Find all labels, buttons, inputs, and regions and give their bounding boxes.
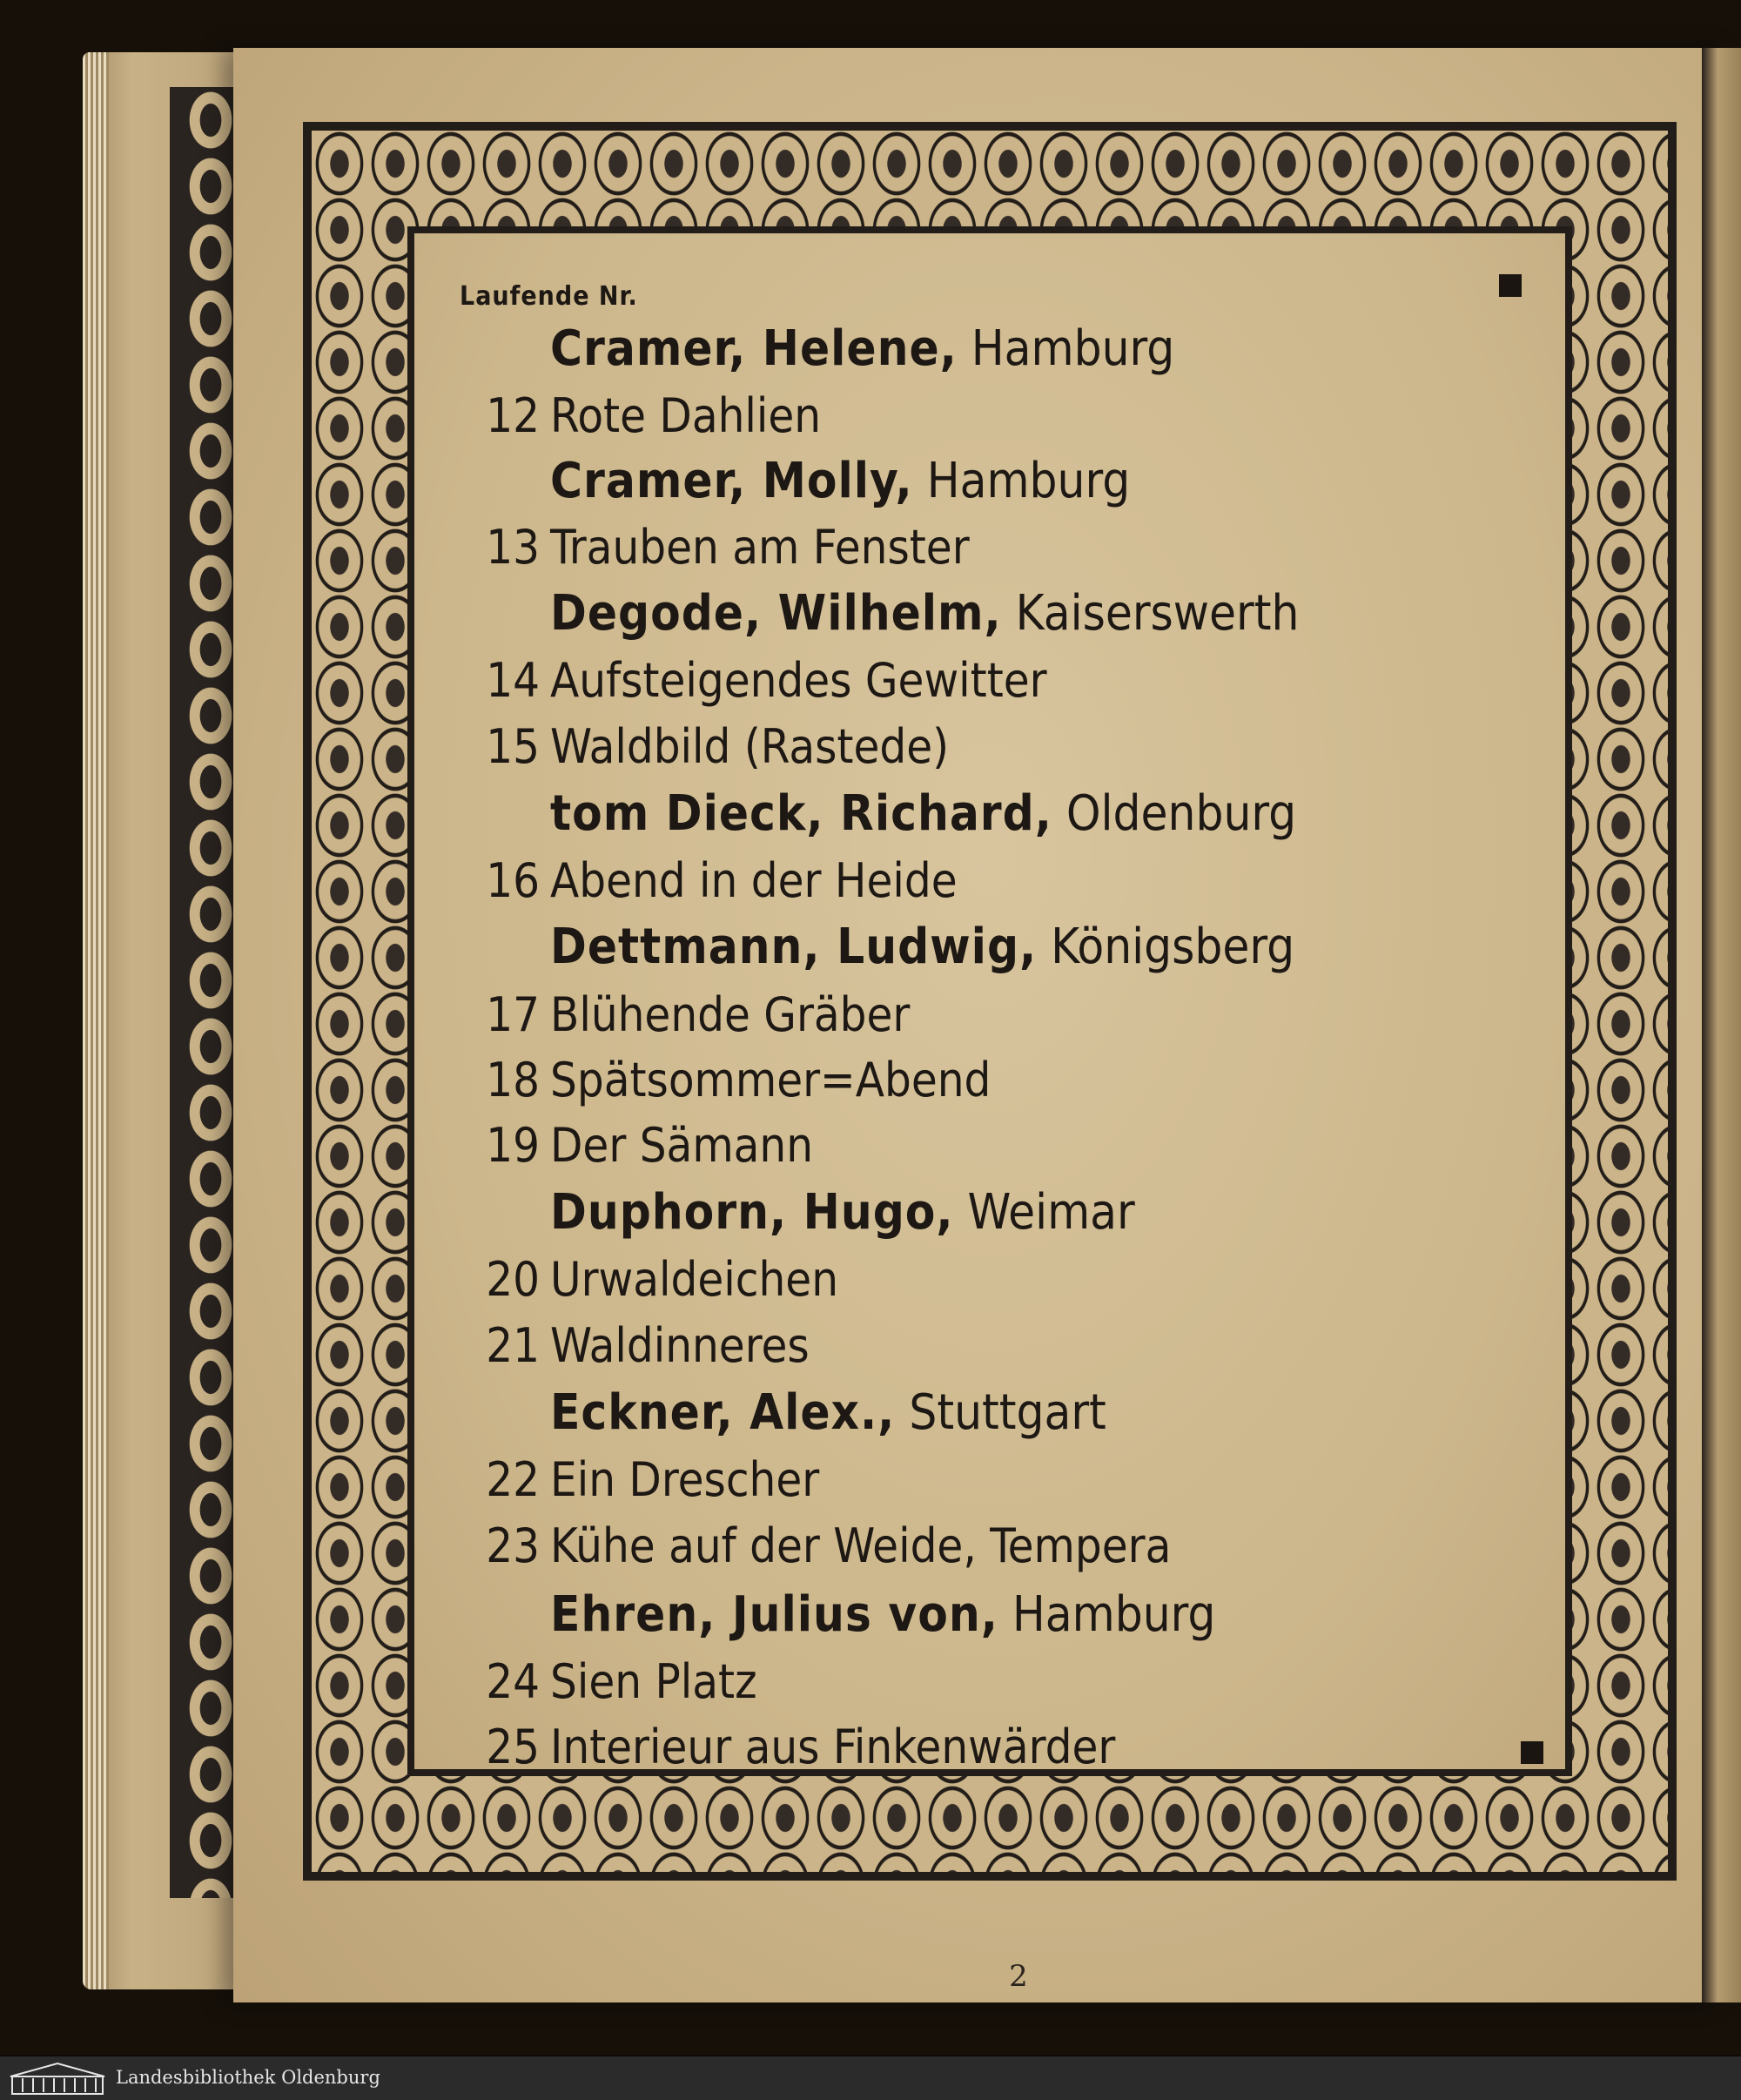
page-number: 2 xyxy=(1009,1959,1028,1994)
entry-number: 19 xyxy=(486,1118,540,1173)
entry-number: 24 xyxy=(486,1654,540,1709)
artist-heading xyxy=(550,919,1294,979)
artist-city: Weimar xyxy=(967,1184,1135,1241)
artist-city: Hamburg xyxy=(1012,1586,1216,1643)
catalogue-entry xyxy=(453,388,821,449)
catalogue-entry xyxy=(453,1318,810,1379)
artist-city: Oldenburg xyxy=(1065,785,1297,842)
entry-number: 18 xyxy=(486,1053,540,1107)
entry-title: Trauben am Fenster xyxy=(550,520,970,575)
artist-heading xyxy=(550,785,1296,846)
artist-name: tom Dieck, Richard, xyxy=(550,785,1052,842)
entry-title: Waldbild (Rastede) xyxy=(550,719,950,774)
artist-heading xyxy=(550,453,1130,514)
entry-title: Blühende Gräber xyxy=(550,987,911,1042)
artist-heading xyxy=(550,1586,1215,1647)
entry-title: Kühe auf der Weide, Tempera xyxy=(550,1518,1172,1573)
column-header: Laufende Nr. xyxy=(460,281,638,312)
catalogue-entry xyxy=(453,719,949,780)
artist-name: Degode, Wilhelm, xyxy=(550,585,1002,642)
entry-number: 13 xyxy=(486,520,540,575)
entry-title: Urwaldeichen xyxy=(550,1252,838,1307)
entry-title: Waldinneres xyxy=(550,1318,810,1373)
artist-heading xyxy=(550,320,1174,381)
entry-title: Ein Drescher xyxy=(550,1452,820,1507)
artist-city: Kaiserswerth xyxy=(1015,585,1300,642)
entry-number: 20 xyxy=(486,1252,540,1307)
artist-heading xyxy=(550,585,1299,646)
artist-heading xyxy=(550,1384,1106,1445)
entry-title: Aufsteigendes Gewitter xyxy=(550,653,1047,708)
entry-number: 21 xyxy=(486,1318,540,1373)
catalogue-entry xyxy=(453,520,970,581)
artist-city: Stuttgart xyxy=(909,1384,1106,1441)
entry-title: Abend in der Heide xyxy=(550,853,958,908)
entry-title: Spätsommer=Abend xyxy=(550,1053,991,1107)
catalogue-entry xyxy=(453,1118,813,1179)
entry-number: 15 xyxy=(486,719,540,774)
entry-number: 22 xyxy=(486,1452,540,1507)
entry-number: 12 xyxy=(486,388,540,443)
entry-number: 25 xyxy=(486,1720,540,1774)
artist-name: Duphorn, Hugo, xyxy=(550,1184,954,1241)
artist-city: Hamburg xyxy=(971,320,1175,377)
library-name: Landesbibliothek Oldenburg xyxy=(116,2067,380,2088)
catalogue-entry xyxy=(453,1252,838,1313)
catalogue-entry xyxy=(453,1452,819,1513)
artist-name: Eckner, Alex., xyxy=(550,1384,896,1441)
entry-title: Der Sämann xyxy=(550,1118,814,1173)
catalogue-entry xyxy=(453,987,910,1048)
artist-name: Cramer, Molly, xyxy=(550,453,913,509)
library-building-icon xyxy=(9,2061,106,2096)
catalogue-entry xyxy=(453,853,958,914)
entry-title: Interieur aus Finkenwärder xyxy=(550,1720,1116,1774)
catalogue-entry xyxy=(453,1720,1115,1780)
artist-heading xyxy=(550,1184,1135,1245)
artist-name: Ehren, Julius von, xyxy=(550,1586,998,1643)
entry-title: Sien Platz xyxy=(550,1654,757,1709)
entry-number: 16 xyxy=(486,853,540,908)
artist-city: Hamburg xyxy=(926,453,1131,509)
catalogue-entry xyxy=(453,1654,757,1715)
artist-city: Königsberg xyxy=(1051,919,1295,975)
artist-name: Cramer, Helene, xyxy=(550,320,958,377)
entry-number: 17 xyxy=(486,987,540,1042)
artist-name: Dettmann, Ludwig, xyxy=(550,919,1038,975)
entry-number: 14 xyxy=(486,653,540,708)
catalogue-entry xyxy=(453,1053,991,1114)
catalogue-entry xyxy=(453,653,1047,714)
catalogue-entry xyxy=(453,1518,1171,1579)
entry-number: 23 xyxy=(486,1518,540,1573)
entry-title: Rote Dahlien xyxy=(550,388,822,443)
library-footer xyxy=(0,2056,1741,2100)
